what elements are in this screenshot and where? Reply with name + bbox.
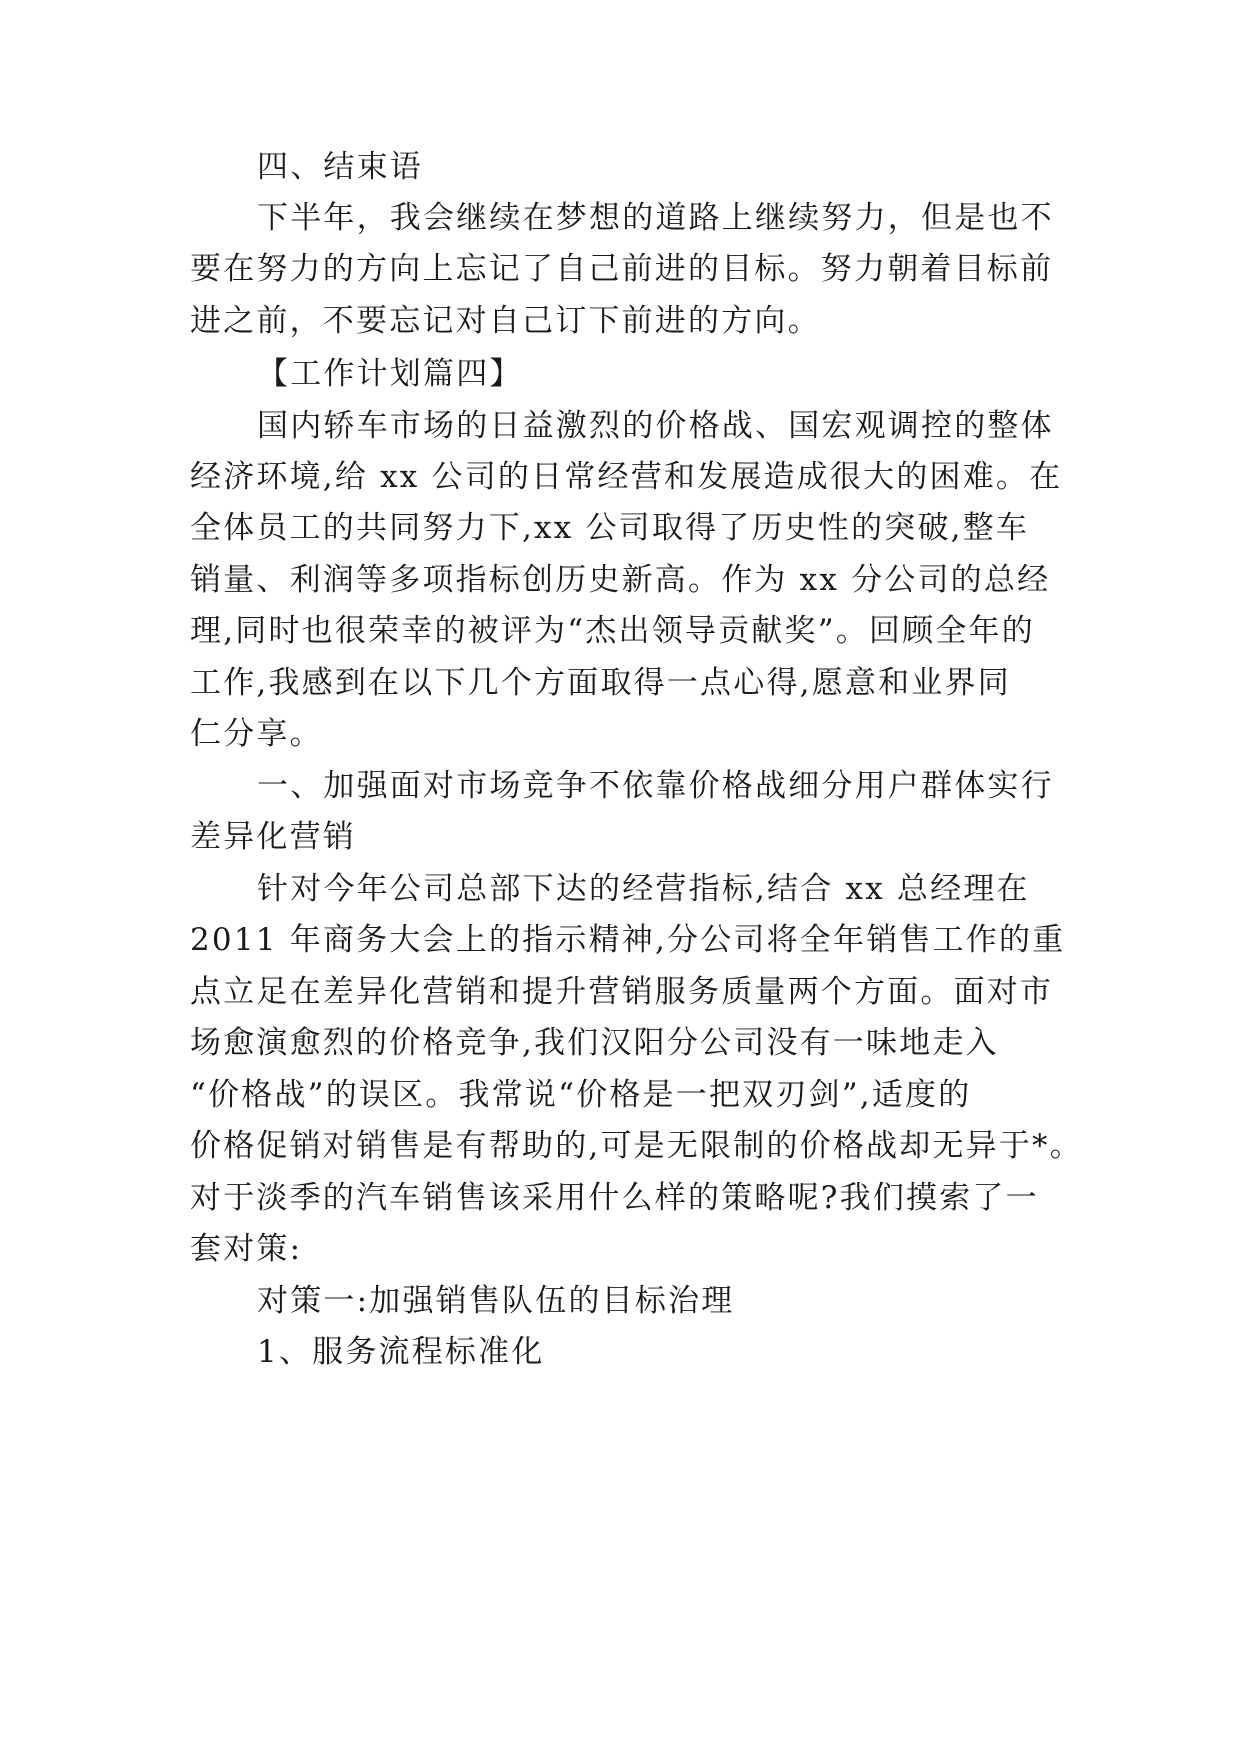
paragraph-line: 工作,我感到在以下几个方面取得一点心得,愿意和业界同 [190, 665, 1011, 701]
subheading-item-one: 1、服务流程标准化 [257, 1334, 545, 1370]
subheading-strategy-one: 对策一:加强销售队伍的目标治理 [257, 1283, 735, 1319]
paragraph-line: 仁分享。 [190, 716, 323, 752]
paragraph-line: 价格促销对销售是有帮助的,可是无限制的价格战却无异于*。 [190, 1128, 1083, 1164]
section-heading-conclusion: 四、结束语 [257, 149, 423, 185]
paragraph-line: 国内轿车市场的日益激烈的价格战、国宏观调控的整体 [257, 408, 1054, 444]
section-heading-continuation: 差异化营销 [190, 819, 356, 855]
section-heading-differentiated-marketing: 一、加强面对市场竞争不依靠价格战细分用户群体实行 [257, 768, 1054, 804]
paragraph-line: “价格战”的误区。我常说“价格是一把双刃剑”,适度的 [190, 1077, 972, 1113]
paragraph-line: 进之前，不要忘记对自己订下前进的方向。 [190, 303, 821, 339]
section-heading-plan-four: 【工作计划篇四】 [257, 356, 523, 392]
paragraph-line: 经济环境,给 xx 公司的日常经营和发展造成很大的困难。在 [190, 459, 1063, 495]
paragraph-line: 2011 年商务大会上的指示精神,分公司将全年销售工作的重 [190, 922, 1066, 958]
paragraph-line: 场愈演愈烈的价格竞争,我们汉阳分公司没有一味地走入 [190, 1025, 999, 1061]
paragraph-line: 点立足在差异化营销和提升营销服务质量两个方面。面对市 [190, 974, 1054, 1010]
paragraph-line: 全体员工的共同努力下,xx 公司取得了历史性的突破,整车 [190, 510, 1030, 546]
paragraph-line: 套对策: [190, 1231, 303, 1267]
paragraph-line: 对于淡季的汽车销售该采用什么样的策略呢?我们摸索了一 [190, 1180, 1039, 1216]
paragraph-line: 针对今年公司总部下达的经营指标,结合 xx 总经理在 [257, 871, 1030, 907]
paragraph-line: 要在努力的方向上忘记了自己前进的目标。努力朝着目标前 [190, 251, 1054, 287]
paragraph-line: 理,同时也很荣幸的被评为“杰出领导贡献奖”。回顾全年的 [190, 613, 1035, 649]
paragraph-line: 下半年，我会继续在梦想的道路上继续努力，但是也不 [257, 200, 1054, 236]
paragraph-line: 销量、利润等多项指标创历史新高。作为 xx 分公司的总经 [190, 562, 1051, 598]
